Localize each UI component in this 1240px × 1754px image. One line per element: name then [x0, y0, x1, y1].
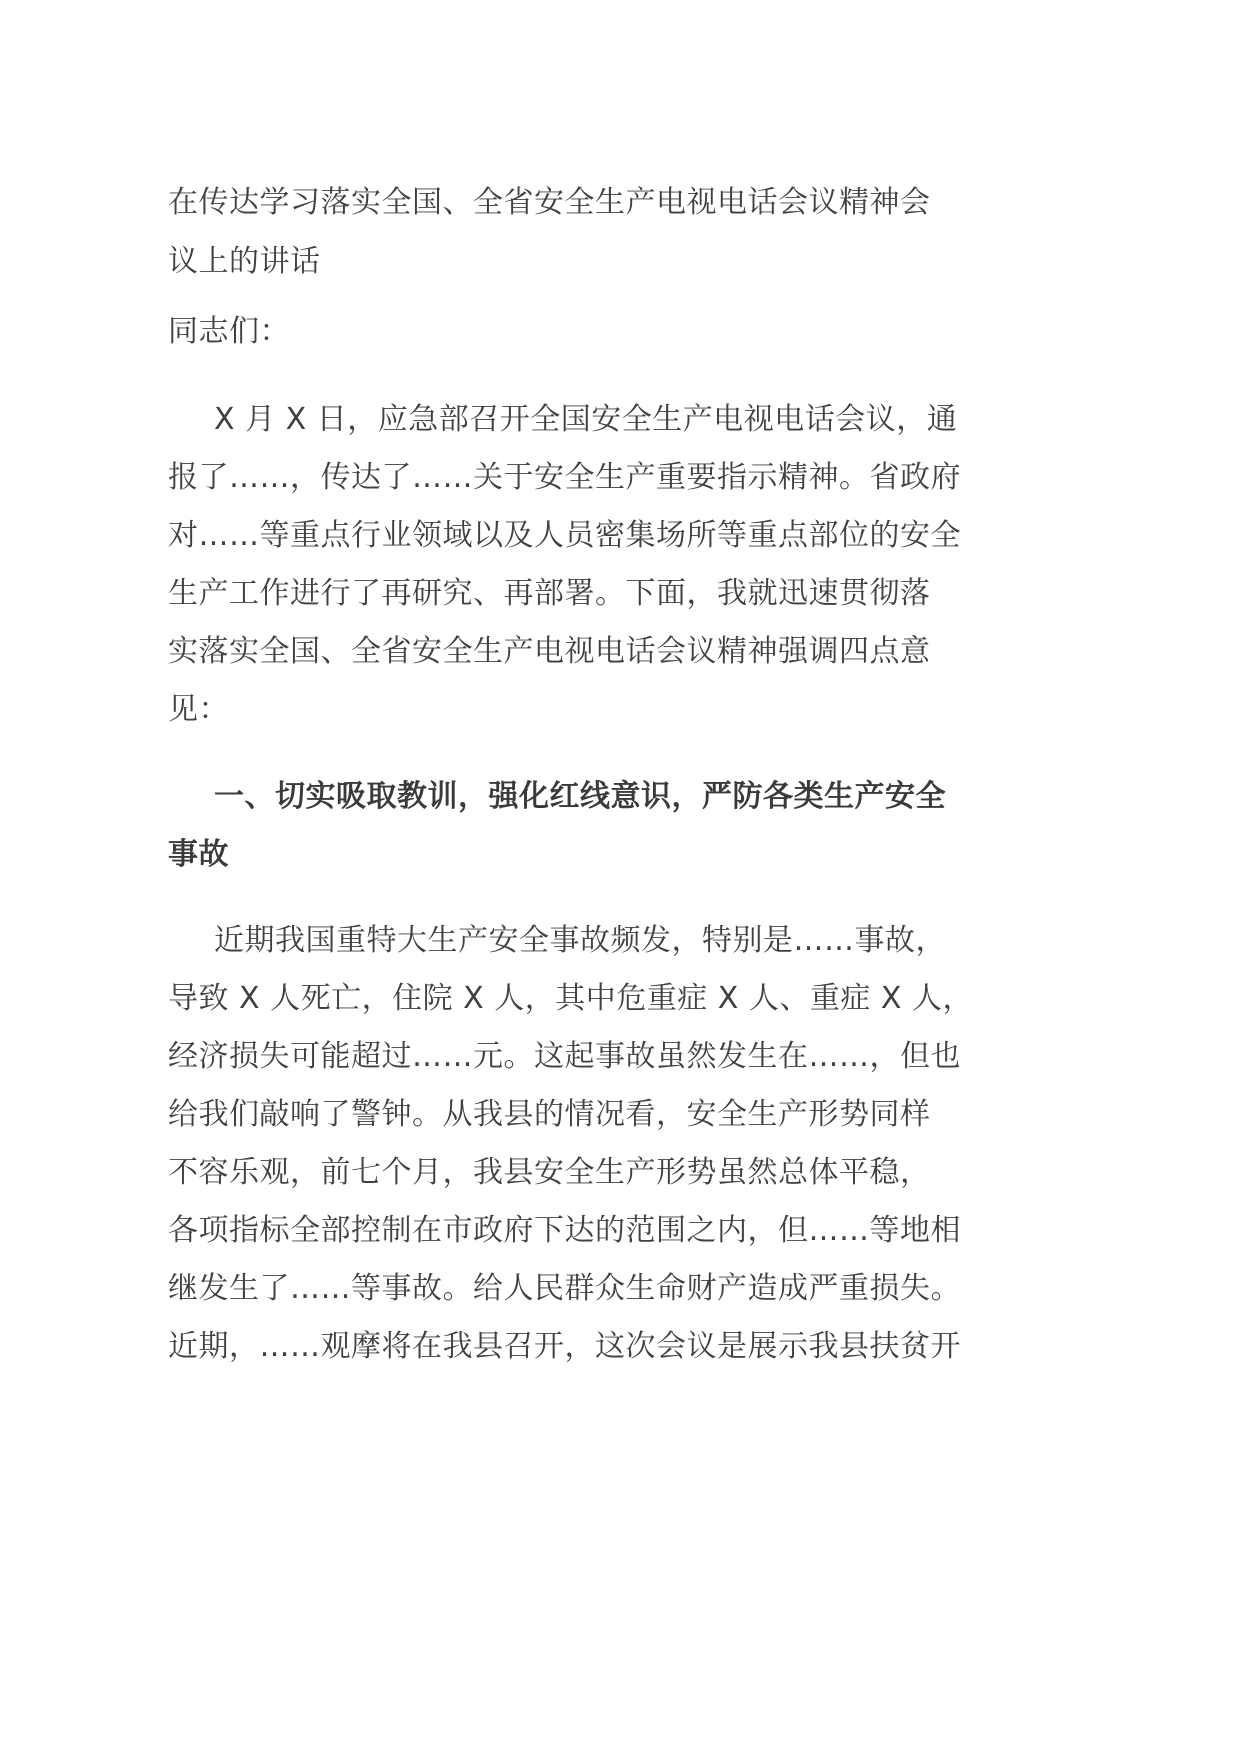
- document-title-line-2: 议上的讲话: [168, 244, 321, 279]
- section-1-heading-line-1: 一、切实吸取教训，强化红线意识，严防各类生产安全: [214, 779, 946, 814]
- paragraph-2-line: 继发生了……等事故。给人民群众生命财产造成严重损失。: [168, 1271, 961, 1306]
- paragraph-2-line: 经济损失可能超过……元。这起事故虽然发生在……，但也: [168, 1039, 961, 1074]
- salutation: 同志们：: [168, 314, 290, 349]
- paragraph-2-line: 近期，……观摩将在我县召开，这次会议是展示我县扶贫开: [168, 1329, 961, 1364]
- paragraph-1-line: 见：: [168, 692, 229, 727]
- paragraph-1-line: 生产工作进行了再研究、再部署。下面，我就迅速贯彻落: [168, 576, 931, 611]
- paragraph-1-line: 报了……，传达了……关于安全生产重要指示精神。省政府: [168, 460, 961, 495]
- document-title-line-1: 在传达学习落实全国、全省安全生产电视电话会议精神会: [168, 185, 931, 220]
- section-1-heading-line-2: 事故: [168, 837, 229, 872]
- paragraph-1-line: X 月 X 日，应急部召开全国安全生产电视电话会议，通: [214, 402, 958, 437]
- paragraph-1-line: 实落实全国、全省安全生产电视电话会议精神强调四点意: [168, 634, 931, 669]
- paragraph-2-line: 近期我国重特大生产安全事故频发，特别是……事故，: [214, 923, 946, 958]
- paragraph-2-line: 导致 X 人死亡，住院 X 人，其中危重症 X 人、重症 X 人，: [168, 981, 973, 1016]
- paragraph-2-line: 给我们敲响了警钟。从我县的情况看，安全生产形势同样: [168, 1097, 931, 1132]
- paragraph-2-line: 不容乐观，前七个月，我县安全生产形势虽然总体平稳，: [168, 1155, 931, 1190]
- paragraph-1-line: 对……等重点行业领域以及人员密集场所等重点部位的安全: [168, 518, 961, 553]
- paragraph-2-line: 各项指标全部控制在市政府下达的范围之内，但……等地相: [168, 1213, 961, 1248]
